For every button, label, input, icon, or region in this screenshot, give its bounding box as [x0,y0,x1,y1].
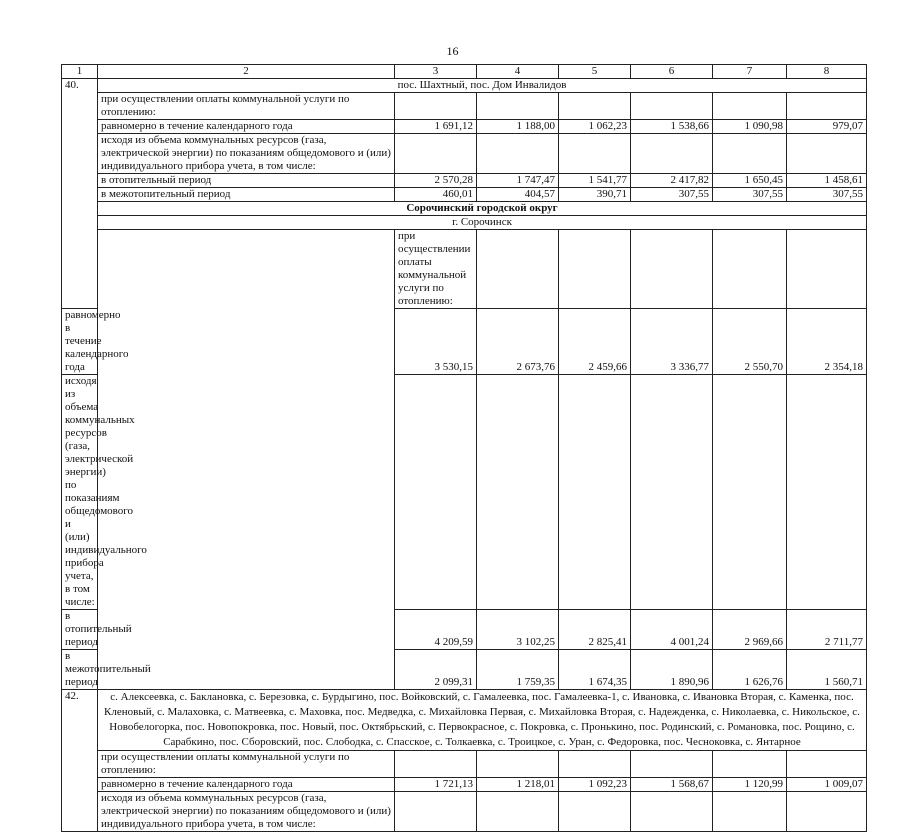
row-label: в межотопительный период [62,650,98,690]
value-cell: 460,01 [395,188,477,202]
section-index: 42. [62,690,98,832]
row-label: равномерно в течение календарного года [98,120,395,134]
table-row [62,93,867,120]
value-cell: 390,71 [559,188,631,202]
row-label: при осуществлении оплаты коммунальной услуги по отоплению: [98,93,395,120]
value-cell: 1 560,71 [787,650,867,690]
value-cell: 307,55 [631,188,713,202]
value-cell: 1 541,77 [559,174,631,188]
value-cell: 1 691,12 [395,120,477,134]
table-row [62,134,867,174]
section-place: с. Алексеевка, с. Баклановка, с. Березовка, с. Бурдыгино, пос. Войковский, с. Гамалеевка, пос. Гамалеевка-1, с. Ивановка, с. Ивановка Вторая, с. Каменка, пос. Кленовый, с. Малаховка, с. Матвеевка, с. Маховка, пос. Медведка, с. Михайловка Первая, с. Михайловка Вторая, с. Надежденка, с. Николаевка, с. Никольское, с. Новобелогорка, пос. Новопокровка, пос. Новый, пос. Октябрьский, с. Первокрасное, с. Покровка, с. Пронькино, пос. Родинский, с. Романовка, пос. Рощино, с. Сарабкино, пос. Сборовский, пос. Слободка, с. Спасское, с. Толкаевка, с. Троицкое, с. Уран, с. Федоровка, пос. Чесноковка, с. Янтарное [98,690,867,751]
page-number: 16 [446,44,459,58]
header-cell: 6 [631,65,713,79]
header-cell: 2 [98,65,395,79]
table-row [62,792,867,832]
table-row [62,751,867,778]
value-cell: 1 120,99 [713,778,787,792]
value-cell: 1 009,07 [787,778,867,792]
row-label: исходя из объема коммунальных ресурсов (газа, электрической энергии) по показаниям общедомового и (или) индивидуального прибора учета, в том числе: [98,134,395,174]
table-row [62,188,867,202]
value-cell: 1 568,67 [631,778,713,792]
district-title: Сорочинский городской округ [98,202,867,216]
value-cell: 3 102,25 [477,610,559,650]
value-cell: 2 550,70 [713,309,787,375]
table-row [62,230,867,309]
row-label: равномерно в течение календарного года [62,309,98,375]
section-place: г. Сорочинск [98,216,867,230]
value-cell: 1 092,23 [559,778,631,792]
section-index-spacer [98,230,395,690]
header-cell: 8 [787,65,867,79]
value-cell: 404,57 [477,188,559,202]
value-cell: 1 890,96 [631,650,713,690]
header-cell: 7 [713,65,787,79]
value-cell: 979,07 [787,120,867,134]
value-cell: 1 188,00 [477,120,559,134]
value-cell: 2 570,28 [395,174,477,188]
tariff-table [61,64,867,832]
value-cell: 1 538,66 [631,120,713,134]
value-cell: 1 747,47 [477,174,559,188]
value-cell: 2 711,77 [787,610,867,650]
header-cell: 5 [559,65,631,79]
row-label: при осуществлении оплаты коммунальной услуги по отоплению: [395,230,477,309]
value-cell: 2 417,82 [631,174,713,188]
table-row [62,120,867,134]
row-label: исходя из объема коммунальных ресурсов (газа, электрической энергии) по показаниям общедомового и (или) индивидуального прибора учета, в том числе: [98,792,395,832]
section-place: пос. Шахтный, пос. Дом Инвалидов [98,79,867,93]
section-index: 40. [62,79,98,309]
value-cell: 3 530,15 [395,309,477,375]
value-cell: 1 650,45 [713,174,787,188]
value-cell: 1 721,13 [395,778,477,792]
value-cell: 307,55 [713,188,787,202]
section-header-row [62,79,867,93]
table-row [62,174,867,188]
value-cell: 2 099,31 [395,650,477,690]
header-cell: 4 [477,65,559,79]
value-cell: 1 674,35 [559,650,631,690]
value-cell: 1 626,76 [713,650,787,690]
value-cell: 4 209,59 [395,610,477,650]
header-cell: 1 [62,65,98,79]
row-label: при осуществлении оплаты коммунальной услуги по отоплению: [98,751,395,778]
value-cell: 3 336,77 [631,309,713,375]
value-cell: 1 090,98 [713,120,787,134]
value-cell: 1 458,61 [787,174,867,188]
value-cell: 2 969,66 [713,610,787,650]
value-cell: 2 825,41 [559,610,631,650]
value-cell: 4 001,24 [631,610,713,650]
value-cell: 1 062,23 [559,120,631,134]
row-label: в отопительный период [98,174,395,188]
section-header-row [62,690,867,751]
row-label: в межотопительный период [98,188,395,202]
district-row [62,202,867,216]
value-cell: 2 459,66 [559,309,631,375]
value-cell: 2 354,18 [787,309,867,375]
value-cell: 2 673,76 [477,309,559,375]
header-cell: 3 [395,65,477,79]
value-cell: 307,55 [787,188,867,202]
table-row [62,778,867,792]
section-header-row [62,216,867,230]
row-label: равномерно в течение календарного года [98,778,395,792]
value-cell: 1 759,35 [477,650,559,690]
row-label: исходя из объема коммунальных ресурсов (газа, электрической энергии) по показаниям общедомового и (или) индивидуального прибора учета, в том числе: [62,375,98,610]
header-row [62,65,867,79]
value-cell: 1 218,01 [477,778,559,792]
row-label: в отопительный период [62,610,98,650]
